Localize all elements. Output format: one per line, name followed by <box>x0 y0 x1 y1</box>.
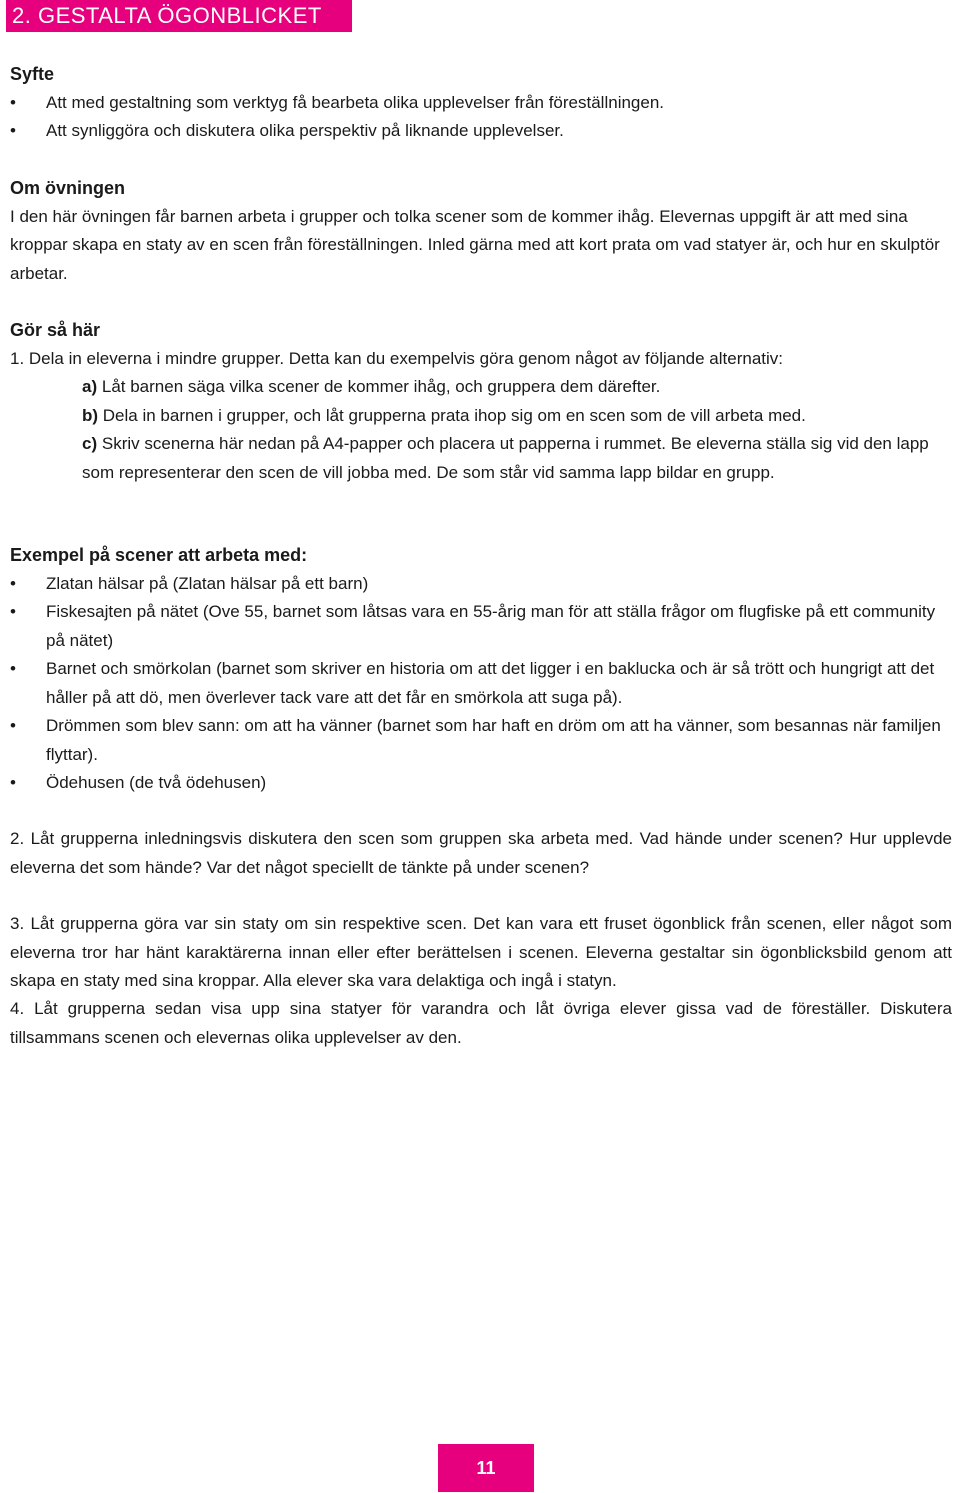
list-item: • Barnet och smörkolan (barnet som skriver en historia om att det ligger i en baklucka och är så trött och hungrigt att det håller på att dö, men överlever tack vare att det får en smörkola att suga på). <box>10 655 952 712</box>
alternative-a: a) Låt barnen säga vilka scener de kommer ihåg, och gruppera dem därefter. <box>82 377 661 396</box>
exempel-heading: Exempel på scener att arbeta med: <box>10 545 308 565</box>
list-item: • Fiskesajten på nätet (Ove 55, barnet som låtsas vara en 55-årig man för att ställa frågor om flugfiske på ett community på nätet) <box>10 598 952 655</box>
step-1: 1. Dela in eleverna i mindre grupper. Detta kan du exempelvis göra genom något av följande alternativ: <box>10 348 784 368</box>
list-item: • Drömmen som blev sann: om att ha vänner (barnet som har haft en dröm om att ha vänner, som besannas när familjen flyttar). <box>10 712 952 769</box>
exempel-list <box>10 570 952 798</box>
list-item: • Zlatan hälsar på (Zlatan hälsar på ett barn) <box>10 570 952 599</box>
alternative-b: b) Dela in barnen i grupper, och låt grupperna prata ihop sig om en scen som de vill arbeta med. <box>82 405 806 425</box>
syfte-list <box>10 89 952 146</box>
list-item: • Att synliggöra och diskutera olika perspektiv på liknande upplevelser. <box>10 117 952 146</box>
gor-heading: Gör så här <box>10 320 101 340</box>
bullet-icon: • <box>10 602 16 621</box>
list-item: • Ödehusen (de två ödehusen) <box>10 769 952 798</box>
om-text: I den här övningen får barnen arbeta i grupper och tolka scener som de kommer ihåg. Elevernas uppgift är att med sina kroppar skapa en staty av en scen från föreställningen. Inled gärna med att kort prata om vad statyer är, och hur en skulptör arbetar. <box>10 206 940 283</box>
step-3: 3. Låt grupperna göra var sin staty om sin respektive scen. Det kan vara ett fruset ögonblick från scenen, eller något som eleverna tror har hänt karaktärerna innan eller efter berättelsen i scenen. Eleverna gestaltar sin ögonblicksbild genom att skapa en staty med sina kroppar. Alla elever ska vara delaktiga och ingå i statyn. <box>10 914 952 990</box>
bullet-icon: • <box>10 773 16 792</box>
bullet-icon: • <box>10 92 16 112</box>
gor-section <box>10 316 952 487</box>
bullet-icon: • <box>10 659 16 678</box>
page-number: 11 <box>438 1444 534 1492</box>
bullet-icon: • <box>10 121 16 140</box>
syfte-section <box>10 60 952 146</box>
om-heading: Om övningen <box>10 178 126 198</box>
exempel-section <box>10 541 952 798</box>
step-4: 4. Låt grupperna sedan visa upp sina statyer för varandra och låt övriga elever gissa vad de föreställer. Diskutera tillsammans scenen och elevernas olika upplevelser av den. <box>10 999 952 1047</box>
bullet-icon: • <box>10 573 16 593</box>
alternative-c: c) Skriv scenerna här nedan på A4-papper och placera ut papperna i rummet. Be eleverna ställa sig vid den lapp som representerar den scen de vill jobba med. De som står vid samma lapp bildar en grupp. <box>82 434 929 482</box>
syfte-heading: Syfte <box>10 64 55 84</box>
bullet-icon: • <box>10 716 16 735</box>
step-2: 2. Låt grupperna inledningsvis diskutera den scen som gruppen ska arbeta med. Vad hände under scenen? Hur upplevde eleverna det som hände? Var det något speciellt de tänkte på under scenen? <box>10 829 952 877</box>
section-title: 2. GESTALTA ÖGONBLICKET <box>6 0 352 32</box>
list-item: • Att med gestaltning som verktyg få bearbeta olika upplevelser från föreställningen. <box>10 89 952 118</box>
om-section <box>10 174 952 288</box>
